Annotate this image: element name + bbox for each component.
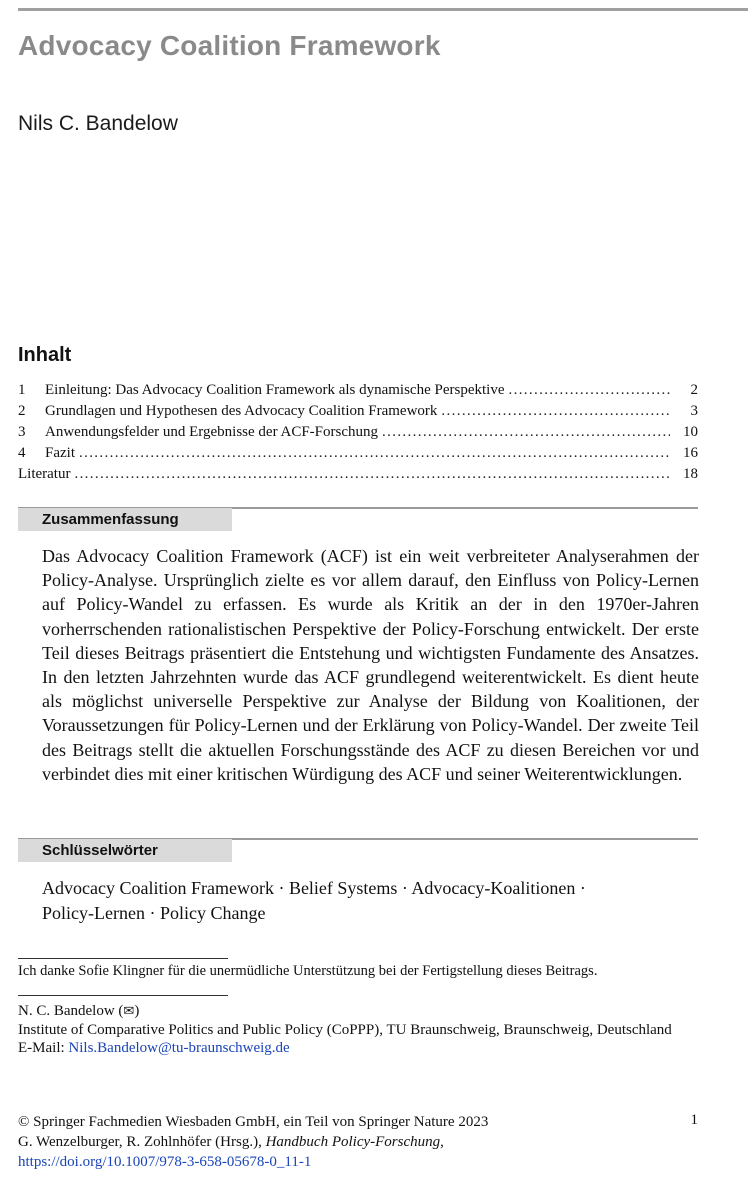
email-label: E-Mail: — [18, 1040, 69, 1056]
affiliation-name: N. C. Bandelow ( — [18, 1003, 124, 1019]
toc-item-page: 16 — [683, 445, 698, 461]
toc-item-page: 10 — [683, 424, 698, 440]
toc-leader-dots — [441, 403, 670, 420]
author-name: Nils C. Bandelow — [18, 112, 178, 135]
toc-leader-dots — [74, 466, 670, 483]
affiliation-name-close: ) — [134, 1003, 140, 1019]
abstract-label: Zusammenfassung — [18, 508, 232, 531]
toc-item-title: Grundlagen und Hypothesen des Advocacy Coalition Framework — [45, 403, 438, 419]
citation-line — [18, 1132, 698, 1152]
book-title: Handbuch Policy-Forschung — [265, 1134, 441, 1150]
keywords-list — [42, 876, 699, 925]
affiliation-email-line — [18, 1039, 708, 1058]
keywords-line: Policy-Lernen · Policy Change — [42, 902, 266, 923]
toc-item[interactable] — [18, 424, 698, 445]
copyright-line: © Springer Fachmedien Wiesbaden GmbH, ein Teil von Springer Nature 2023 — [18, 1114, 489, 1130]
page-number: 1 — [690, 1112, 698, 1128]
affiliation-name-line — [18, 1002, 708, 1021]
toc-item-page: 18 — [683, 466, 698, 482]
toc-leader-dots — [509, 382, 671, 399]
publication-info — [18, 1112, 698, 1172]
toc-item-number: 4 — [18, 445, 26, 461]
top-rule — [18, 8, 748, 11]
toc-item[interactable] — [18, 403, 698, 424]
envelope-icon: ✉ — [123, 1003, 135, 1018]
author-affiliation — [18, 1002, 708, 1058]
affiliation-rule — [18, 995, 228, 996]
abstract-text: Das Advocacy Coalition Framework (ACF) ist ein weit verbreiteter Analyserahmen der Policy-Analyse. Ursprünglich zielte es vor allem darauf, den Einfluss von Policy-Lernen auf Policy-Wandel zu erfassen. Es wurde als Kritik an der in den 1970er-Jahren vorherrschenden rationalistischen Perspektive der Policy-Forschung entwickelt. Der erste Teil dieses Beitrags präsentiert die Entstehung und wichtigsten Fundamente des Ansatzes. In den letzten Jahrzehnten wurde das ACF grundlegend weiterentwickelt. Es dient heute als möglichst universelle Perspektive zur Analyse der Bildung von Koalitionen, der Voraussetzungen für Policy-Lernen und der Erklärung von Policy-Wandel. Der zweite Teil des Beitrags stellt die aktuellen Forschungsstände des ACF zu diesen Bereichen vor und verbindet dies mit einer kritischen Würdigung des ACF und seiner Weiterentwicklungen. — [42, 546, 699, 784]
toc-item[interactable] — [18, 445, 698, 466]
toc-leader-dots — [382, 424, 670, 441]
keywords-label: Schlüsselwörter — [18, 839, 232, 862]
toc-item[interactable] — [18, 466, 698, 487]
toc-item-title: Fazit — [45, 445, 75, 461]
footnote-rule — [18, 958, 228, 959]
book-suffix: , — [440, 1134, 444, 1150]
keywords-line: Advocacy Coalition Framework · Belief Systems · Advocacy-Koalitionen · — [42, 878, 586, 898]
toc-item-number: 1 — [18, 382, 26, 398]
toc-leader-dots — [79, 445, 670, 462]
email-link[interactable]: Nils.Bandelow@tu-braunschweig.de — [68, 1040, 290, 1056]
toc-item-title: Literatur — [18, 466, 71, 482]
toc-item-number: 3 — [18, 424, 26, 440]
toc-item-title: Anwendungsfelder und Ergebnisse der ACF-Forschung — [45, 424, 379, 440]
toc-item-title: Einleitung: Das Advocacy Coalition Framework als dynamische Perspektive — [45, 382, 505, 398]
toc-item-number: 2 — [18, 403, 26, 419]
table-of-contents — [18, 382, 698, 487]
toc-heading: Inhalt — [18, 344, 72, 366]
doi-link[interactable]: https://doi.org/10.1007/978-3-658-05678-0_11-1 — [18, 1154, 312, 1170]
acknowledgement-footnote: Ich danke Sofie Klingner für die unermüdliche Unterstützung bei der Fertigstellung dieses Beitrags. — [18, 963, 598, 979]
toc-item-page: 3 — [690, 403, 698, 419]
chapter-title: Advocacy Coalition Framework — [18, 30, 441, 61]
toc-item[interactable] — [18, 382, 698, 403]
affiliation-institute: Institute of Comparative Politics and Public Policy (CoPPP), TU Braunschweig, Braunschweig, Deutschland — [18, 1021, 672, 1038]
toc-item-page: 2 — [690, 382, 698, 398]
editors: G. Wenzelburger, R. Zohlnhöfer (Hrsg.), — [18, 1134, 266, 1150]
